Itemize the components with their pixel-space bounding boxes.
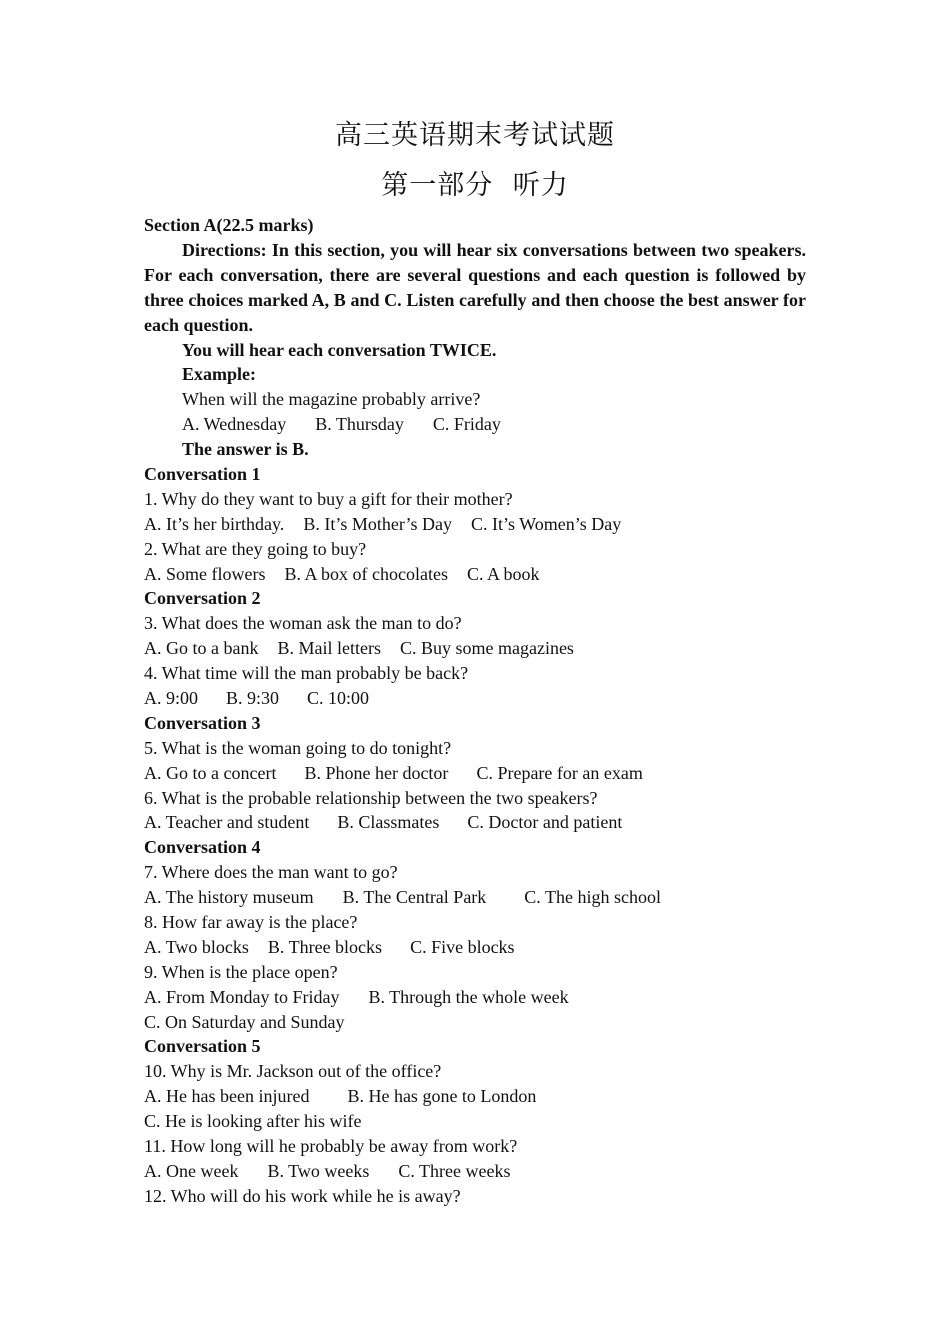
option-b: B. Phone her doctor [304, 762, 449, 783]
listening-section [144, 213, 806, 1209]
question: 2. What are they going to buy? [144, 538, 367, 559]
example-option-c: C. Friday [432, 414, 501, 435]
option-b: B. A box of chocolates [284, 563, 448, 584]
option-c: C. 10:00 [307, 687, 370, 708]
example-question: When will the magazine probably arrive? [182, 389, 481, 410]
option-b: B. He has gone to London [347, 1086, 537, 1107]
option-c: C. Doctor and patient [467, 812, 623, 833]
question: 8. How far away is the place? [144, 912, 358, 932]
question-options [144, 985, 806, 1010]
question-options [144, 810, 806, 835]
conversation-heading: Conversation 3 [144, 712, 261, 733]
option-a: A. From Monday to Friday [144, 986, 340, 1007]
option-c: C. He is looking after his wife [144, 1111, 362, 1132]
option-a: A. Some flowers [144, 563, 266, 584]
conversation-heading: Conversation 5 [144, 1036, 261, 1057]
question-options [144, 761, 806, 786]
question-options [144, 636, 806, 661]
question: 6. What is the probable relationship between the two speakers? [144, 787, 598, 808]
option-b: B. It’s Mother’s Day [303, 513, 452, 534]
option-b: B. Three blocks [267, 936, 383, 957]
option-c: C. On Saturday and Sunday [144, 1011, 345, 1032]
question: 3. What does the woman ask the man to do? [144, 613, 462, 634]
question-options [144, 885, 806, 910]
example-label: Example: [182, 364, 256, 385]
option-a: A. The history museum [144, 887, 314, 908]
option-a: A. One week [144, 1160, 239, 1181]
option-c: C. Buy some magazines [399, 638, 574, 659]
question: 9. When is the place open? [144, 961, 338, 982]
option-b: B. Mail letters [277, 638, 381, 659]
question: 11. How long will he probably be away from work? [144, 1136, 518, 1157]
option-a: A. Teacher and student [144, 812, 310, 833]
option-c: C. The high school [524, 887, 661, 908]
question-options [144, 935, 806, 960]
option-b: B. The Central Park [342, 887, 487, 908]
question: 12. Who will do his work while he is away? [144, 1185, 461, 1206]
option-b: B. 9:30 [226, 687, 280, 708]
question: 4. What time will the man probably be back? [144, 663, 469, 684]
question-options [144, 1084, 806, 1109]
option-a: A. 9:00 [144, 687, 198, 708]
question-options [144, 562, 806, 587]
option-c: C. Three weeks [398, 1160, 511, 1181]
option-a: A. Two blocks [144, 936, 249, 957]
option-a: A. Go to a bank [144, 638, 259, 659]
example-option-a: A. Wednesday [182, 414, 287, 435]
question-options [144, 1159, 806, 1184]
question: 1. Why do they want to buy a gift for their mother? [144, 488, 513, 509]
question: 10. Why is Mr. Jackson out of the office? [144, 1061, 442, 1082]
question: 7. Where does the man want to go? [144, 862, 398, 883]
conversation-heading: Conversation 2 [144, 588, 261, 609]
conversation-heading: Conversation 4 [144, 837, 261, 858]
conversation-heading: Conversation 1 [144, 463, 261, 484]
option-a: A. It’s her birthday. [144, 513, 285, 534]
option-b: B. Classmates [337, 812, 440, 833]
part-title: 第一部分 听力 [381, 170, 569, 201]
option-b: B. Two weeks [267, 1160, 370, 1181]
twice-note: You will hear each conversation TWICE. [182, 339, 497, 360]
question: 5. What is the woman going to do tonight? [144, 737, 452, 758]
page-title: 高三英语期末考试试题 [335, 120, 615, 151]
directions-paragraph: Directions: In this section, you will hear six conversations between two speakers. For each conversation, there are several questions and each question is followed by three choices marked A, B and C. Listen carefully and then choose the best answer for each question. [144, 239, 806, 335]
option-c: C. A book [466, 563, 540, 584]
question-options [144, 686, 806, 711]
option-a: A. Go to a concert [144, 762, 277, 783]
option-c: C. Prepare for an exam [476, 762, 643, 783]
example-option-b: B. Thursday [315, 414, 404, 435]
example-options [144, 412, 806, 437]
question-options [144, 512, 806, 537]
example-answer: The answer is B. [182, 439, 309, 460]
option-c: C. Five blocks [410, 936, 515, 957]
option-c: C. It’s Women’s Day [470, 513, 622, 534]
option-a: A. He has been injured [144, 1086, 310, 1107]
section-heading: Section A(22.5 marks) [144, 215, 314, 235]
option-b: B. Through the whole week [368, 986, 569, 1007]
